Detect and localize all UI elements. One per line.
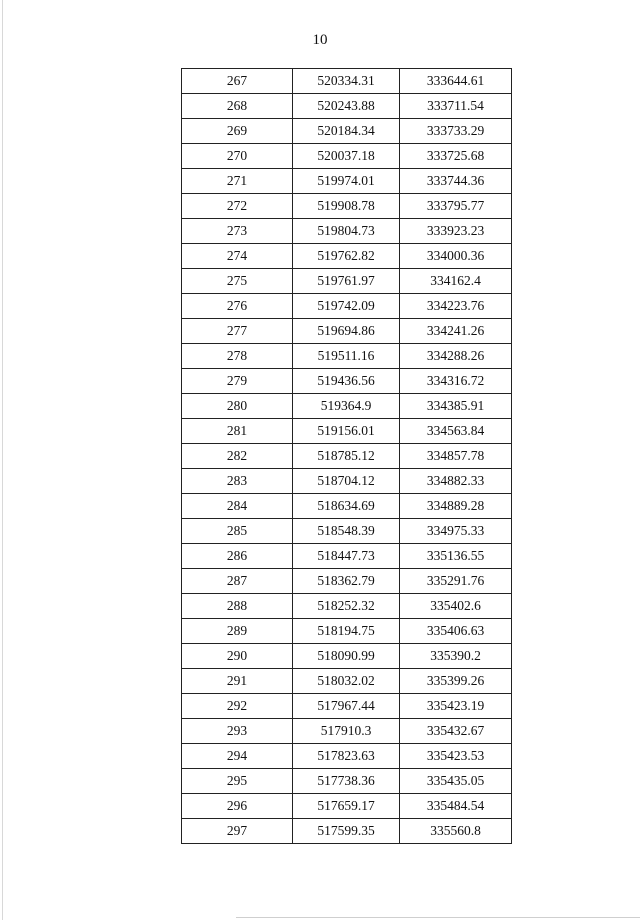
point-number-cell: 276	[182, 294, 293, 319]
point-number-cell: 269	[182, 119, 293, 144]
table-row	[182, 394, 512, 419]
table-row	[182, 144, 512, 169]
x-coordinate-cell: 517967.44	[293, 694, 400, 719]
x-coordinate-cell: 519762.82	[293, 244, 400, 269]
point-number-cell: 267	[182, 69, 293, 94]
point-number-cell: 293	[182, 719, 293, 744]
y-coordinate-cell: 335406.63	[400, 619, 512, 644]
x-coordinate-cell: 518447.73	[293, 544, 400, 569]
x-coordinate-cell: 518548.39	[293, 519, 400, 544]
table-row	[182, 369, 512, 394]
point-number-cell: 273	[182, 219, 293, 244]
y-coordinate-cell: 334563.84	[400, 419, 512, 444]
table-row	[182, 119, 512, 144]
y-coordinate-cell: 334241.26	[400, 319, 512, 344]
y-coordinate-cell: 334223.76	[400, 294, 512, 319]
point-number-cell: 284	[182, 494, 293, 519]
x-coordinate-cell: 519694.86	[293, 319, 400, 344]
table-row	[182, 794, 512, 819]
x-coordinate-cell: 519436.56	[293, 369, 400, 394]
point-number-cell: 294	[182, 744, 293, 769]
table-row	[182, 419, 512, 444]
table-row	[182, 819, 512, 844]
point-number-cell: 289	[182, 619, 293, 644]
x-coordinate-cell: 519511.16	[293, 344, 400, 369]
x-coordinate-cell: 520037.18	[293, 144, 400, 169]
x-coordinate-cell: 518090.99	[293, 644, 400, 669]
table-row	[182, 269, 512, 294]
scan-edge-bottom	[236, 917, 640, 918]
table-row	[182, 169, 512, 194]
y-coordinate-cell: 333711.54	[400, 94, 512, 119]
y-coordinate-cell: 333923.23	[400, 219, 512, 244]
table-row	[182, 719, 512, 744]
x-coordinate-cell: 517659.17	[293, 794, 400, 819]
table-row	[182, 494, 512, 519]
x-coordinate-cell: 519761.97	[293, 269, 400, 294]
x-coordinate-cell: 519908.78	[293, 194, 400, 219]
y-coordinate-cell: 334975.33	[400, 519, 512, 544]
y-coordinate-cell: 335399.26	[400, 669, 512, 694]
point-number-cell: 295	[182, 769, 293, 794]
y-coordinate-cell: 333744.36	[400, 169, 512, 194]
table-row	[182, 444, 512, 469]
point-number-cell: 270	[182, 144, 293, 169]
x-coordinate-cell: 517910.3	[293, 719, 400, 744]
y-coordinate-cell: 334000.36	[400, 244, 512, 269]
y-coordinate-cell: 335136.55	[400, 544, 512, 569]
y-coordinate-cell: 335560.8	[400, 819, 512, 844]
x-coordinate-cell: 518362.79	[293, 569, 400, 594]
x-coordinate-cell: 518634.69	[293, 494, 400, 519]
point-number-cell: 278	[182, 344, 293, 369]
point-number-cell: 282	[182, 444, 293, 469]
table-row	[182, 644, 512, 669]
x-coordinate-cell: 518032.02	[293, 669, 400, 694]
x-coordinate-cell: 519804.73	[293, 219, 400, 244]
table-row	[182, 769, 512, 794]
point-number-cell: 286	[182, 544, 293, 569]
coordinate-table	[181, 68, 512, 844]
table-row	[182, 619, 512, 644]
table-row	[182, 294, 512, 319]
y-coordinate-cell: 333644.61	[400, 69, 512, 94]
table-row	[182, 519, 512, 544]
point-number-cell: 285	[182, 519, 293, 544]
y-coordinate-cell: 335402.6	[400, 594, 512, 619]
point-number-cell: 283	[182, 469, 293, 494]
table-row	[182, 69, 512, 94]
point-number-cell: 274	[182, 244, 293, 269]
table-row	[182, 569, 512, 594]
x-coordinate-cell: 517823.63	[293, 744, 400, 769]
coordinate-table-body	[182, 69, 512, 844]
x-coordinate-cell: 519742.09	[293, 294, 400, 319]
y-coordinate-cell: 335423.19	[400, 694, 512, 719]
y-coordinate-cell: 334162.4	[400, 269, 512, 294]
y-coordinate-cell: 334385.91	[400, 394, 512, 419]
table-row	[182, 244, 512, 269]
point-number-cell: 281	[182, 419, 293, 444]
y-coordinate-cell: 333733.29	[400, 119, 512, 144]
table-row	[182, 669, 512, 694]
scan-edge-left	[2, 0, 3, 920]
y-coordinate-cell: 333795.77	[400, 194, 512, 219]
x-coordinate-cell: 518252.32	[293, 594, 400, 619]
table-row	[182, 469, 512, 494]
y-coordinate-cell: 334889.28	[400, 494, 512, 519]
table-row	[182, 219, 512, 244]
y-coordinate-cell: 334288.26	[400, 344, 512, 369]
point-number-cell: 291	[182, 669, 293, 694]
x-coordinate-cell: 519156.01	[293, 419, 400, 444]
table-row	[182, 744, 512, 769]
point-number-cell: 292	[182, 694, 293, 719]
y-coordinate-cell: 334882.33	[400, 469, 512, 494]
point-number-cell: 280	[182, 394, 293, 419]
table-row	[182, 194, 512, 219]
point-number-cell: 268	[182, 94, 293, 119]
x-coordinate-cell: 519364.9	[293, 394, 400, 419]
y-coordinate-cell: 335390.2	[400, 644, 512, 669]
table-row	[182, 694, 512, 719]
x-coordinate-cell: 518194.75	[293, 619, 400, 644]
y-coordinate-cell: 335435.05	[400, 769, 512, 794]
x-coordinate-cell: 518785.12	[293, 444, 400, 469]
x-coordinate-cell: 517599.35	[293, 819, 400, 844]
x-coordinate-cell: 519974.01	[293, 169, 400, 194]
page-number: 10	[312, 32, 328, 48]
y-coordinate-cell: 334316.72	[400, 369, 512, 394]
table-row	[182, 94, 512, 119]
point-number-cell: 271	[182, 169, 293, 194]
point-number-cell: 287	[182, 569, 293, 594]
point-number-cell: 275	[182, 269, 293, 294]
y-coordinate-cell: 333725.68	[400, 144, 512, 169]
point-number-cell: 272	[182, 194, 293, 219]
y-coordinate-cell: 334857.78	[400, 444, 512, 469]
table-row	[182, 594, 512, 619]
x-coordinate-cell: 517738.36	[293, 769, 400, 794]
point-number-cell: 288	[182, 594, 293, 619]
x-coordinate-cell: 518704.12	[293, 469, 400, 494]
point-number-cell: 290	[182, 644, 293, 669]
y-coordinate-cell: 335484.54	[400, 794, 512, 819]
x-coordinate-cell: 520184.34	[293, 119, 400, 144]
table-row	[182, 319, 512, 344]
y-coordinate-cell: 335423.53	[400, 744, 512, 769]
y-coordinate-cell: 335291.76	[400, 569, 512, 594]
point-number-cell: 297	[182, 819, 293, 844]
table-row	[182, 544, 512, 569]
point-number-cell: 296	[182, 794, 293, 819]
x-coordinate-cell: 520334.31	[293, 69, 400, 94]
point-number-cell: 279	[182, 369, 293, 394]
y-coordinate-cell: 335432.67	[400, 719, 512, 744]
table-row	[182, 344, 512, 369]
x-coordinate-cell: 520243.88	[293, 94, 400, 119]
point-number-cell: 277	[182, 319, 293, 344]
